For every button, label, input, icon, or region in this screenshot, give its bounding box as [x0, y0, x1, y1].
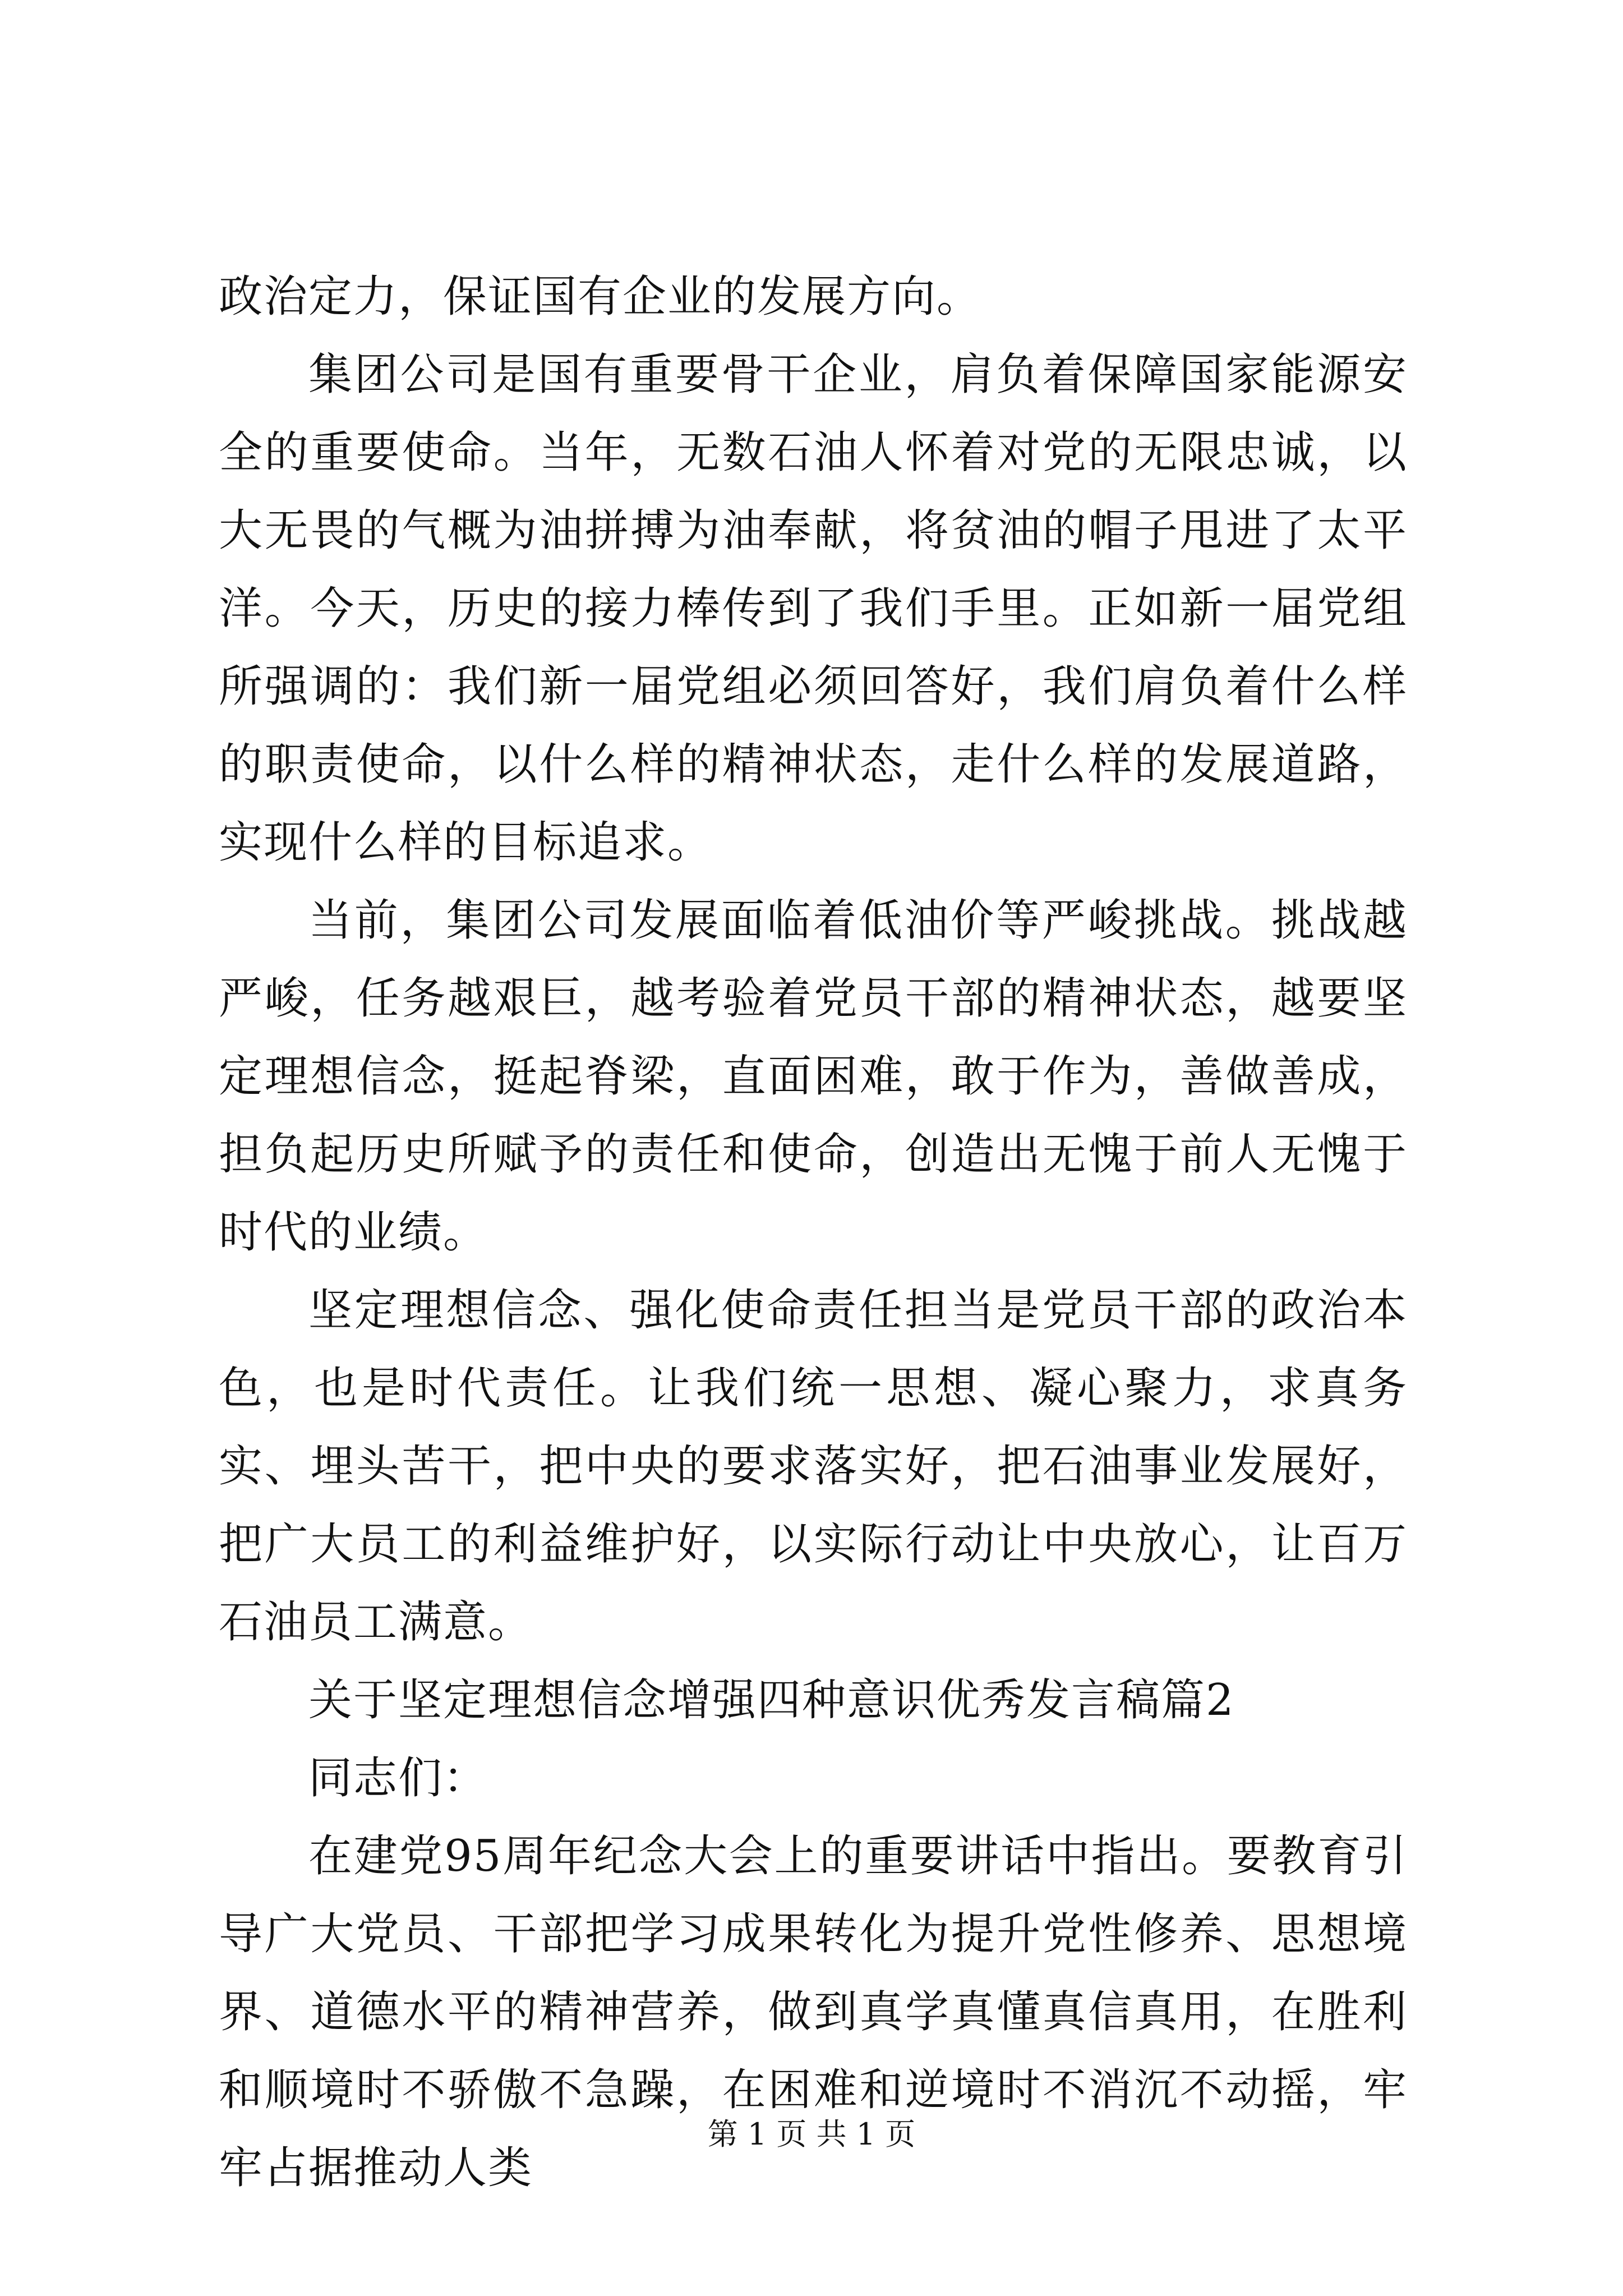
paragraph-1: 政治定力，保证国有企业的发展方向。 — [219, 272, 982, 322]
paragraph-2: 集团公司是国有重要骨干企业，肩负着保障国家能源安全的重要使命。当年，无数石油人怀着对党的无限忠诚，以大无畏的气概为油拼搏为油奉献，将贫油的帽子甩进了太平洋。今天，历史的接力棒传到了我们手里。正如新一届党组所强调的：我们新一届党组必须回答好，我们肩负着什么样的职责使命，以什么样的精神状态，走什么样的发展道路，实现什么样的目标追求。 — [219, 349, 1408, 868]
paragraph-4: 坚定理想信念、强化使命责任担当是党员干部的政治本色，也是时代责任。让我们统一思想、凝心聚力，求真务实、埋头苦干，把中央的要求落实好，把石油事业发展好，把广大员工的利益维护好，以实际行动让中央放心，让百万石油员工满意。 — [219, 1285, 1408, 1648]
document-body — [219, 258, 1408, 2207]
page-number-footer: 第 1 页 共 1 页 — [707, 2116, 916, 2152]
salutation: 同志们： — [308, 1753, 488, 1803]
paragraph-5: 在建党95周年纪念大会上的重要讲话中指出。要教育引导广大党员、干部把学习成果转化为提升党性修养、思想境界、道德水平的精神营养，做到真学真懂真信真用，在胜利和顺境时不骄傲不急躁，在困难和逆境时不消沉不动摇，牢牢占据推动人类 — [219, 1831, 1408, 2193]
section-heading: 关于坚定理想信念增强四种意识优秀发言稿篇2 — [308, 1675, 1235, 1726]
paragraph-3: 当前，集团公司发展面临着低油价等严峻挑战。挑战越严峻，任务越艰巨，越考验着党员干部的精神状态，越要坚定理想信念，挺起脊梁，直面困难，敢于作为，善做善成，担负起历史所赋予的责任和使命，创造出无愧于前人无愧于时代的业绩。 — [219, 895, 1408, 1258]
